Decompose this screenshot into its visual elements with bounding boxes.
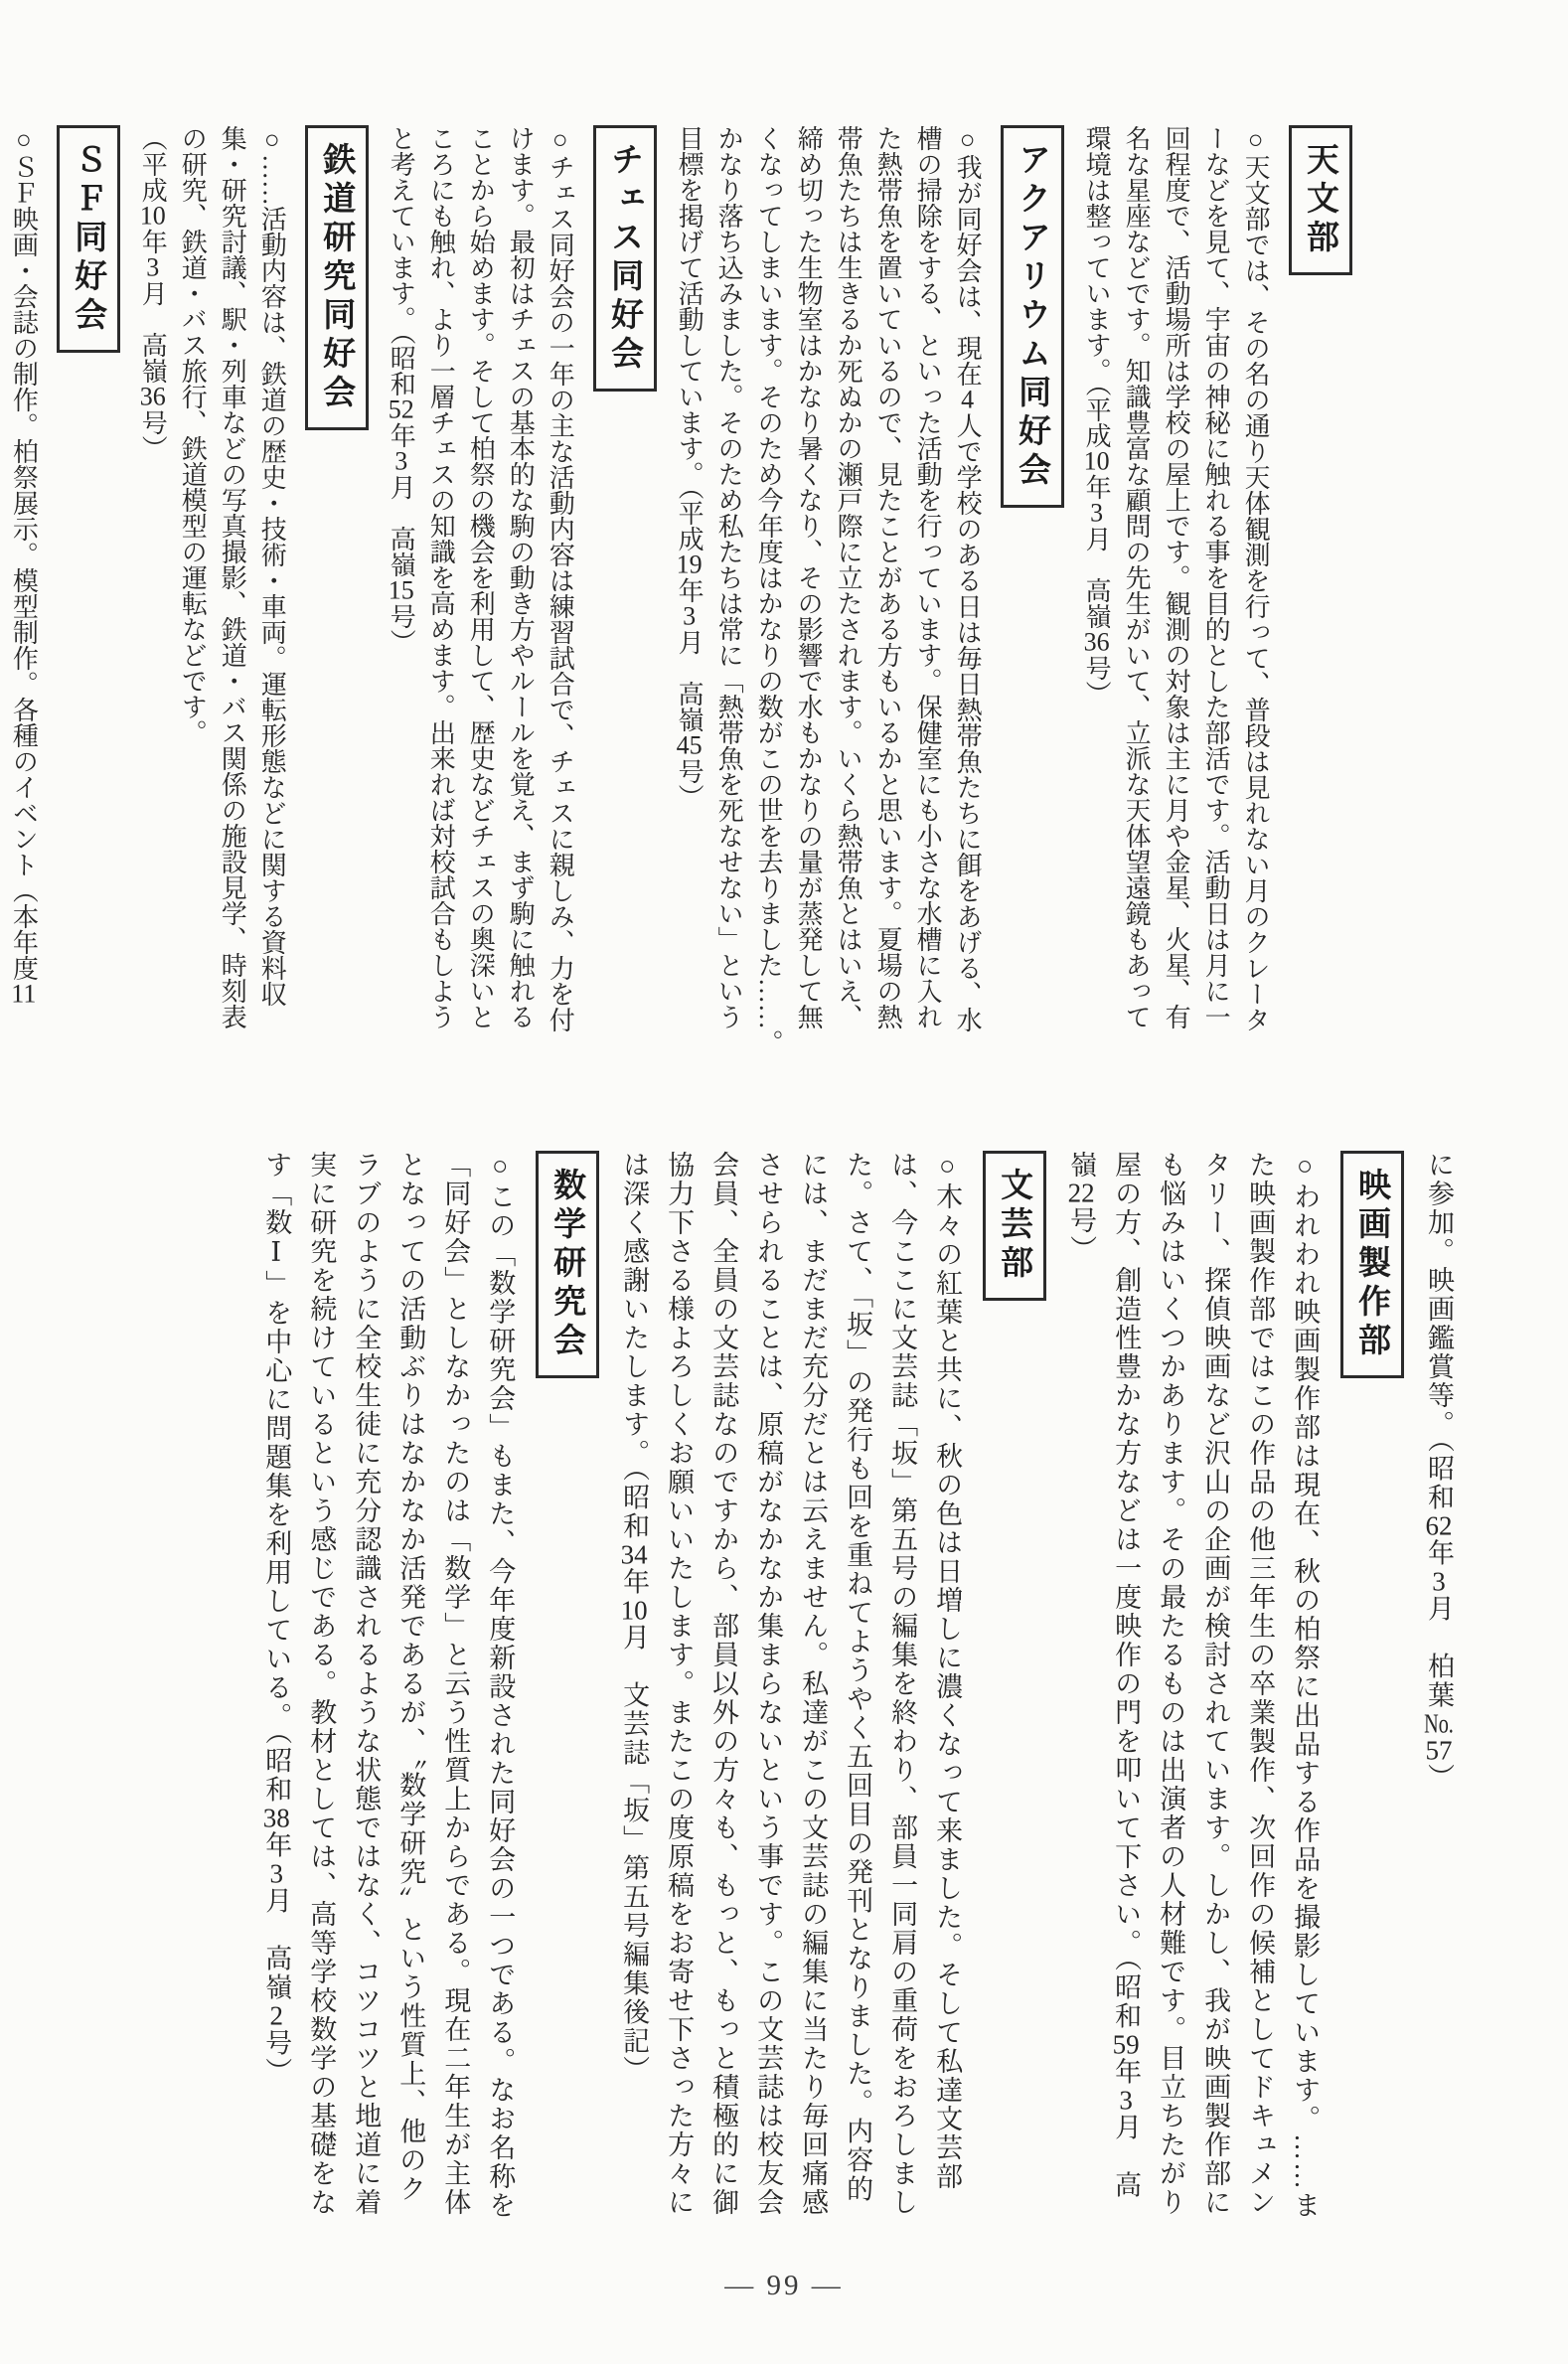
section-heading-box: 数学研究会 [536, 1151, 599, 1378]
tate-chu-yoko-number: 2 [269, 2001, 283, 2029]
section-paragraph: ○木々の紅葉と共に、秋の色は日増しに濃くなって来ました。そして私達文芸部は、今ここに文芸誌「坂」第五号の編集を終わり、部員一同肩の重荷をおろしました。さて、「坂」の発行も回を重ねてようやく五回目の発刊となりました。内容的には、まだまだ充分だとは云えません。私達がこの文芸誌の編集に当たり毎回痛感させられることは、原稿がなかなか集まらないという事です。この文芸誌は校友会会員、全員の文芸誌なのですから、部員以外の方々も、もっと、もっと積極的に御協力下さる様よろしくお願いいたします。またこの度原稿をお寄せ下さった方々には深く感謝いたします。（昭和34年10月 文芸誌「坂」第五号編集後記） [619, 1151, 963, 2217]
tate-chu-yoko-number: 45 [676, 732, 703, 758]
tate-chu-yoko-number: 3 [394, 448, 408, 474]
tate-chu-yoko-number: 10 [620, 1596, 648, 1624]
section-paragraph: ○われわれ映画製作部は現在、秋の柏祭に出品する作品を撮影しています。……また映画製作部ではこの作品の他三年生の卒業製作、次回作の候補としてドキュメンタリー、探偵映画など沢山の企画が検討されています。しかし、我が映画製作部にも悩みはいくつかあります。その最たるものは出演者の人材難です。目立ちたがり屋の方、創造性豊かな方などは一度映作の門を叩いて下さい。（昭和59年3月 高嶺22号） [1066, 1151, 1321, 2220]
section-heading-box: 天文部 [1289, 125, 1352, 275]
section-heading-box: チェス同好会 [593, 125, 657, 392]
tate-chu-yoko-number: 3 [1119, 2086, 1133, 2114]
tate-chu-yoko-number: 52 [388, 396, 414, 422]
tate-chu-yoko-number: 10 [1083, 448, 1110, 474]
tate-chu-yoko-number: 3 [269, 1859, 283, 1887]
tate-chu-yoko-number: 38 [262, 1804, 290, 1831]
tate-chu-yoko-number: 22 [1067, 1180, 1095, 1206]
tate-chu-yoko-number: 10 [139, 203, 166, 229]
tate-chu-yoko-number: No. [1424, 1709, 1454, 1737]
section-heading-box: ＳＦ同好会 [57, 125, 120, 353]
tate-chu-yoko-number: 3 [146, 254, 160, 280]
tate-chu-yoko-number: 3 [683, 603, 697, 629]
tate-chu-yoko-number: 62 [1425, 1511, 1453, 1539]
page-number: ― 99 ― [724, 2270, 844, 2301]
section-paragraph: ○……活動内容は、鉄道の歴史・技術・車両。運転形態などに関する資料収集・研究討議、駅・列車などの写真撮影、鉄道・バス関係の施設見学、時刻表の研究、鉄道・バス旅行、鉄道模型の運転などです。 [178, 125, 287, 1029]
tate-chu-yoko-number: 19 [676, 552, 703, 577]
tate-chu-yoko-number: 15 [388, 577, 414, 603]
section-paragraph: ○チェス同好会の一年の主な活動内容は練習試合で、チェスに親しみ、力を付けます。最初はチェスの基本的な駒の動き方やルールを覚え、まず駒に触れることから始めます。そして柏祭の機会を利用して、歴史などチェスの奥深いところにも触れ、より一層チェスの知識を高めます。出来れば対校試合もしようと考えています。（昭和52年3月 高嶺15号） [387, 125, 575, 1032]
tate-chu-yoko-number: 57 [1425, 1736, 1453, 1764]
section-paragraph: ○天文部では、その名の通り天体観測を行って、普段は見れない月のクレーターなどを見て、宇宙の神秘に触れる事を目的とした部活です。活動日は月に一回程度で、活動場所は学校の屋上です。観測の対象は主に月や金星、火星、有名な星座などです。知識豊富な顧問の先生がいて、立派な天体望遠鏡もあって環境は整っています。（平成10年3月 高嶺36号） [1082, 125, 1271, 1032]
section-heading-box: 文芸部 [983, 1151, 1046, 1301]
tate-chu-yoko-number: 3 [1432, 1567, 1446, 1595]
bottom-text-block [253, 1151, 1461, 2224]
tate-chu-yoko-number: 36 [1083, 629, 1110, 655]
section-paragraph: ○我が同好会は、現在4人で学校のある日は毎日熱帯魚たちに餌をあげる、水槽の掃除をする、といった活動を行っています。保健室にも小さな水槽に入れた熱帯魚を置いているので、見たことがある方もいるかと思います。夏場の熱帯魚たちは生きるか死ぬかの瀬戸際に立たされます。いくら熱帯魚とはいえ、締め切った生物室はかなり暑くなり、その影響で水もかなりの量が蒸発して無くなってしまいます。そのため今年度はかなりの数がこの世を去りました……。 かなり落ち込みました。そのため私たちは常に「熱帯魚を死なせない」という目標を掲げて活動しています。（平成19年3月 高嶺45号） [675, 125, 983, 1068]
section-paragraph: ○この「数学研究会」もまた、今年度新設された同好会の一つである。なお名称を「同好会」としなかったのは「数学」と云う性質上からである。現在二年生が主体となっての活動ぶりはなかなか活発であるが、〝数学研究〟という性質上、他のクラブのように全校生徒に充分認識されるような状態ではなく、コツコツと地道に着実に研究を続けているという感じである。教材としては、高等学校数学の基礎をなす「数Ⅰ」を中心に問題集を利用している。（昭和38年3月 高嶺2号） [261, 1151, 516, 2220]
section-paragraph: ○ＳＦ映画・会誌の制作。柏祭展示。模型制作。各種のイベント（本年度11 [9, 125, 39, 1007]
top-text-block [0, 125, 1364, 1068]
tate-chu-yoko-number: 36 [139, 384, 166, 409]
tate-chu-yoko-number: 34 [620, 1540, 648, 1568]
section-heading-box: アクアリウム同好会 [1001, 125, 1064, 508]
tate-chu-yoko-number: 59 [1112, 2030, 1140, 2058]
section-heading-box: 鉄道研究同好会 [305, 125, 369, 430]
section-paragraph: （平成10年3月 高嶺36号） [138, 125, 168, 461]
section-heading-box: 映画製作部 [1340, 1151, 1404, 1378]
tate-chu-yoko-number: 4 [961, 387, 975, 412]
tate-chu-yoko-number: 11 [11, 981, 37, 1007]
section-paragraph: に参加。映画鑑賞等。（昭和62年3月 柏葉No.57） [1424, 1151, 1454, 1793]
tate-chu-yoko-number: 3 [1090, 500, 1104, 526]
